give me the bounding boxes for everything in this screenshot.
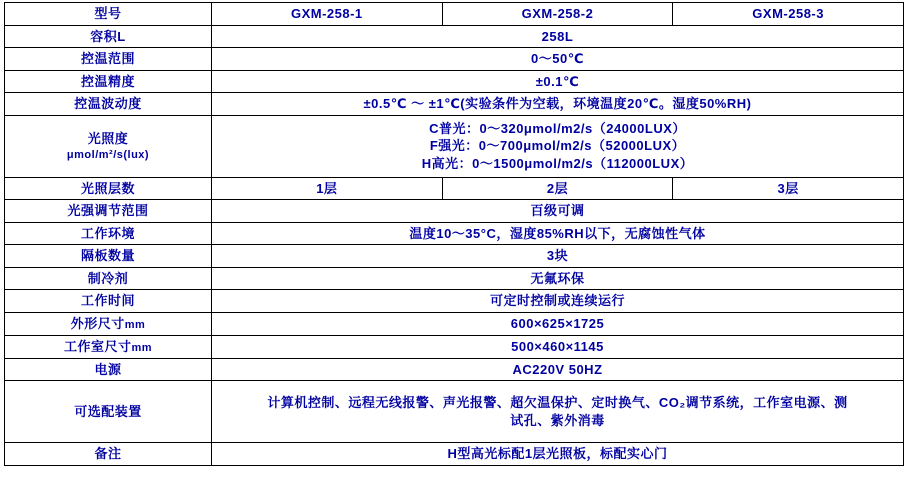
row-value: 3块: [212, 245, 904, 268]
row-label: 控温范围: [5, 48, 212, 71]
row-label-main: 工作室尺寸: [63, 338, 132, 354]
row-label: [5, 115, 212, 177]
optional-line-2: 试孔、紫外消毒: [510, 412, 605, 428]
table-row: [5, 443, 904, 466]
table-row: [5, 70, 904, 93]
table-row: [5, 25, 904, 48]
layer-cell-3: 3层: [673, 177, 904, 200]
row-label: 工作时间: [5, 290, 212, 313]
row-label: 型号: [5, 3, 212, 26]
model-cell-3: GXM-258-3: [673, 3, 904, 26]
row-label: 控温精度: [5, 70, 212, 93]
row-value: 500×460×1145: [212, 335, 904, 358]
row-label: 电源: [5, 358, 212, 381]
row-label-unit: μmol/m²/s(lux): [66, 148, 150, 161]
row-label-main: 外形尺寸: [70, 316, 125, 332]
model-cell-2: GXM-258-2: [442, 3, 673, 26]
table-row: [5, 335, 904, 358]
row-value: ±0.1℃: [212, 70, 904, 93]
row-value: AC220V 50HZ: [212, 358, 904, 381]
row-label: 控温波动度: [5, 93, 212, 116]
row-label: 可选配装置: [5, 381, 212, 443]
row-value: H型高光标配1层光照板，标配实心门: [212, 443, 904, 466]
row-value: 0～50℃: [212, 48, 904, 71]
row-label: 工作环境: [5, 222, 212, 245]
table-row: [5, 200, 904, 223]
row-label-unit: mm: [131, 341, 153, 354]
row-value: 温度10～35°C，湿度85%RH以下，无腐蚀性气体: [212, 222, 904, 245]
optional-line-1: 计算机控制、远程无线报警、声光报警、超欠温保护、定时换气、CO₂调节系统，工作室电源、测: [267, 395, 848, 411]
specification-table: [4, 2, 904, 466]
illuminance-line-3: H高光：0～1500μmol/m2/s（112000LUX）: [421, 156, 694, 171]
row-label: 制冷剂: [5, 267, 212, 290]
row-value: 无氟环保: [212, 267, 904, 290]
table-row: [5, 48, 904, 71]
row-label: [5, 335, 212, 358]
row-value: 百级可调: [212, 200, 904, 223]
table-row: [5, 358, 904, 381]
illuminance-line-2: F强光：0～700μmol/m2/s（52000LUX）: [429, 138, 686, 154]
layer-cell-2: 2层: [442, 177, 673, 200]
row-label: 光照层数: [5, 177, 212, 200]
table-row: [5, 245, 904, 268]
layer-cell-1: 1层: [212, 177, 443, 200]
table-row: [5, 381, 904, 443]
row-label-unit: mm: [124, 319, 146, 332]
table-row: [5, 177, 904, 200]
row-value: 可定时控制或连续运行: [212, 290, 904, 313]
table-row: [5, 267, 904, 290]
table-body: [5, 3, 904, 466]
row-value: [212, 115, 904, 177]
row-label: 隔板数量: [5, 245, 212, 268]
row-value: 258L: [212, 25, 904, 48]
table-row: [5, 3, 904, 26]
illuminance-line-1: C普光：0～320μmol/m2/s（24000LUX）: [429, 120, 686, 136]
table-row: [5, 93, 904, 116]
row-label-main: 光照度: [87, 131, 129, 147]
row-label: [5, 313, 212, 336]
row-label: 备注: [5, 443, 212, 466]
row-label: 光强调节范围: [5, 200, 212, 223]
row-value: 600×625×1725: [212, 313, 904, 336]
row-value: [212, 381, 904, 443]
row-value: ±0.5℃ ～ ±1℃(实验条件为空载，环境温度20℃。湿度50%RH): [212, 93, 904, 116]
table-row: [5, 115, 904, 177]
model-cell-1: GXM-258-1: [212, 3, 443, 26]
row-label: 容积L: [5, 25, 212, 48]
table-row: [5, 290, 904, 313]
table-row: [5, 313, 904, 336]
table-row: [5, 222, 904, 245]
